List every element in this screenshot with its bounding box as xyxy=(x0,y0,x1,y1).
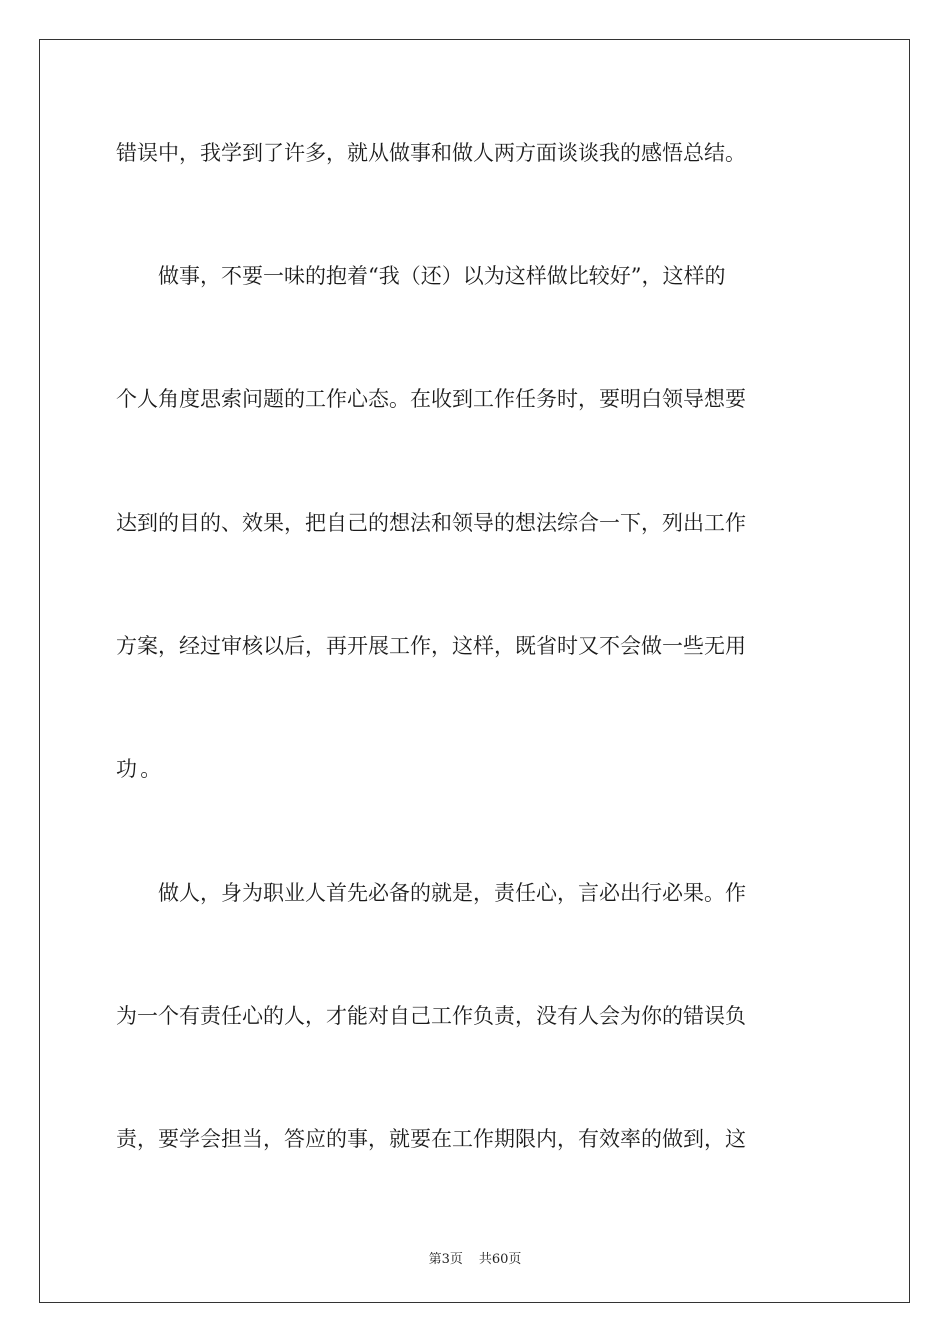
body-line-4: 达到的目的、效果，把自己的想法和领导的想法综合一下，列出工作 xyxy=(116,511,746,535)
body-line-8: 为一个有责任心的人，才能对自己工作负责，没有人会为你的错误负 xyxy=(116,1004,746,1028)
body-line-5: 方案，经过审核以后，再开展工作，这样，既省时又不会做一些无用 xyxy=(116,634,746,658)
page-total: 共60页 xyxy=(478,1252,522,1267)
page-footer xyxy=(0,1248,950,1267)
body-line-1: 错误中，我学到了许多，就从做事和做人两方面谈谈我的感悟总结。 xyxy=(116,141,746,165)
body-line-7: 做人，身为职业人首先必备的就是，责任心，言必出行必果。作 xyxy=(116,881,746,905)
body-line-9: 责，要学会担当，答应的事，就要在工作期限内，有效率的做到，这 xyxy=(116,1127,746,1151)
body-line-2: 做事，不要一味的抱着“我（还）以为这样做比较好”，这样的 xyxy=(116,264,726,288)
page-border xyxy=(39,39,910,1303)
body-line-3: 个人角度思索问题的工作心态。在收到工作任务时，要明白领导想要 xyxy=(116,387,746,411)
page-number: 第3页 xyxy=(428,1252,463,1267)
body-line-6: 功。 xyxy=(116,757,165,781)
